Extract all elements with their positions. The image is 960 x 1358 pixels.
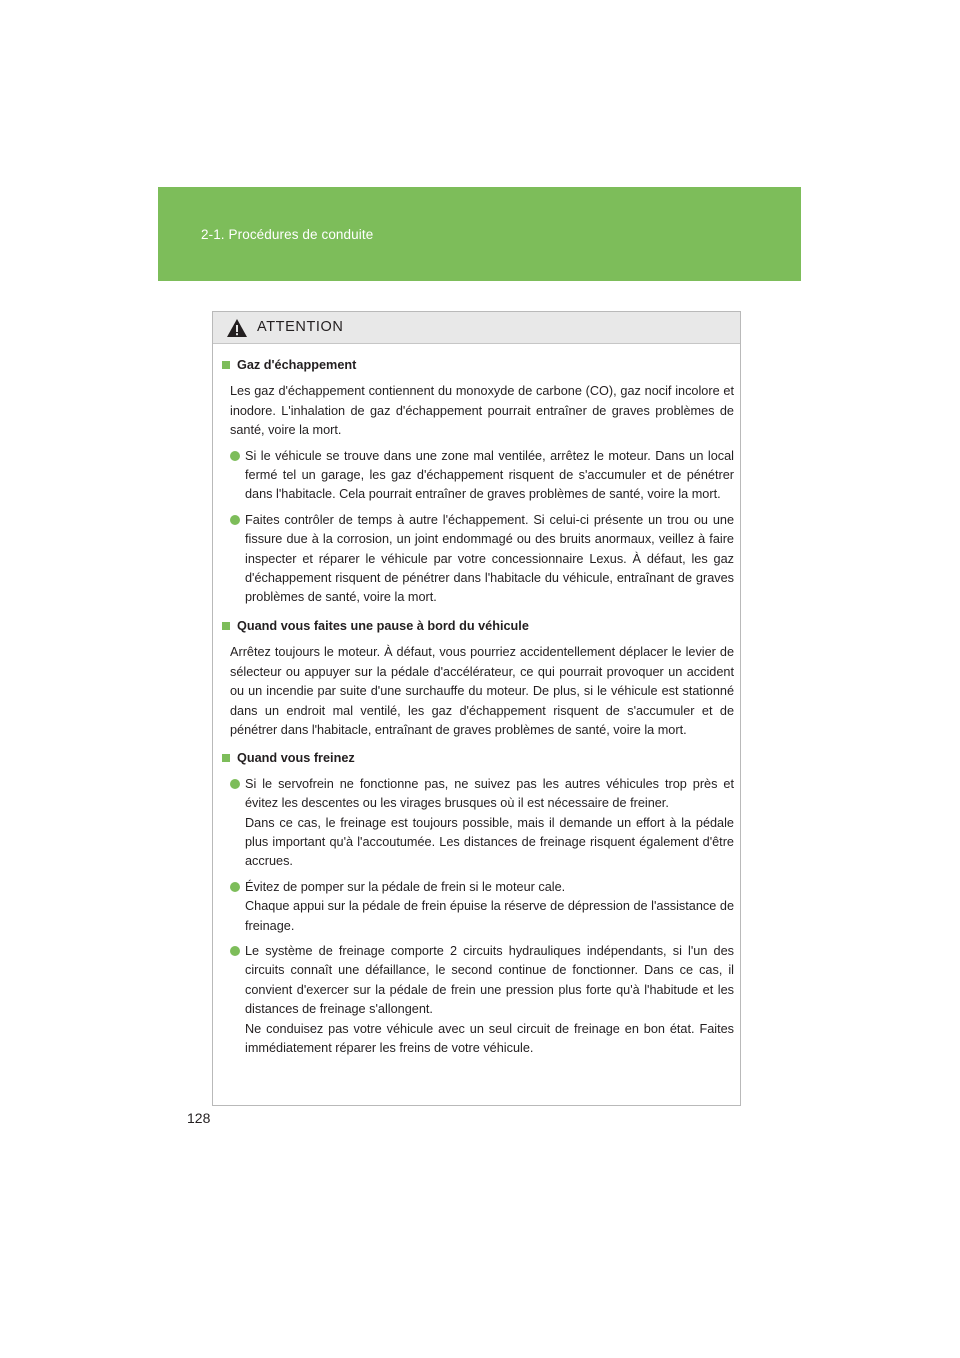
warning-body [213,344,740,1058]
warning-header [213,312,740,344]
warning-box [212,311,741,1106]
section-heading-text: Gaz d'échappement [237,358,357,372]
round-bullet-icon [230,779,240,789]
bullet-text: Si le véhicule se trouve dans une zone mal ventilée, arrêtez le moteur. Dans un local fermé tel un garage, les gaz d'échappement risquent de s'accumuler et de pénétrer dans l'habitacle. Cela pourrait entraîner de graves problèmes de santé, voire la mort. [245,448,734,502]
section-heading [222,356,734,375]
bullet-text: Ne conduisez pas votre véhicule avec un seul circuit de freinage en bon état. Faites immédiatement réparer les freins de votre véhicule. [245,1021,734,1055]
bullet-item [245,775,734,872]
bullet-text: Si le servofrein ne fonctionne pas, ne suivez pas les autres véhicules trop près et évitez les descentes ou les virages brusques où il est nécessaire de freiner. [245,776,734,811]
square-bullet-icon [222,754,230,762]
bullet-item [245,942,734,1058]
section-heading-text: Quand vous faites une pause à bord du véhicule [237,618,529,633]
bullet-item [245,511,734,608]
round-bullet-icon [230,946,240,956]
section-heading [222,617,734,636]
bullet-item [245,878,734,936]
section-paragraph: Les gaz d'échappement contiennent du monoxyde de carbone (CO), gaz nocif incolore et inodore. L'inhalation de gaz d'échappement pourrait entraîner de graves problèmes de santé, voire la mort. [230,384,734,438]
square-bullet-icon [222,622,230,630]
bullet-text: Chaque appui sur la pédale de frein épuise la réserve de dépression de l'assistance de freinage. [245,899,734,933]
warning-title: ATTENTION [257,319,344,335]
section-paragraph: Arrêtez toujours le moteur. À défaut, vous pourriez accidentellement déplacer le levier de sélecteur ou appuyer sur la pédale d'accélérateur, ce qui pourrait provoquer un accident ou un incendie par suite d'une surchauffe du moteur. De plus, si le véhicule est stationné dans un endroit mal ventilé, les gaz d'échappement risquent de s'accumuler et de pénétrer dans l'habitacle, entraînant de graves problèmes de santé, voire la mort. [230,645,734,737]
bullet-text: Dans ce cas, le freinage est toujours possible, mais il demande un effort à la pédale plus important qu'à l'accoutumée. Les distances de freinage risquent également d'être accrues. [245,815,734,869]
bullet-item [245,447,734,505]
round-bullet-icon [230,451,240,461]
round-bullet-icon [230,882,240,892]
bullet-text: Évitez de pomper sur la pédale de frein si le moteur cale. [245,879,566,894]
page-number: 128 [187,1110,211,1126]
bullet-text: Faites contrôler de temps à autre l'échappement. Si celui-ci présente un trou ou une fissure due à la corrosion, un joint endommagé ou des bruits anormaux, veillez à faire inspecter et réparer le véhicule par votre concessionnaire Lexus. À défaut, les gaz d'échappement risquent de pénétrer dans l'habitacle du véhicule, entraînant de graves problèmes de santé, voire la mort. [245,512,734,605]
section-heading [222,749,734,768]
warning-triangle-icon [226,318,248,338]
bullet-text: Le système de freinage comporte 2 circuits hydrauliques indépendants, si l'un des circuits connaît une défaillance, le second continue de fonctionner. Dans ce cas, il convient d'exercer sur la pédale de frein une pression plus forte qu'à l'habitude et les distances de freinage s'allongent. [245,943,734,1017]
section-title: 2-1. Procédures de conduite [201,227,374,242]
square-bullet-icon [222,361,230,369]
section-heading-text: Quand vous freinez [237,751,355,766]
section-header-band [158,187,801,281]
round-bullet-icon [230,515,240,525]
